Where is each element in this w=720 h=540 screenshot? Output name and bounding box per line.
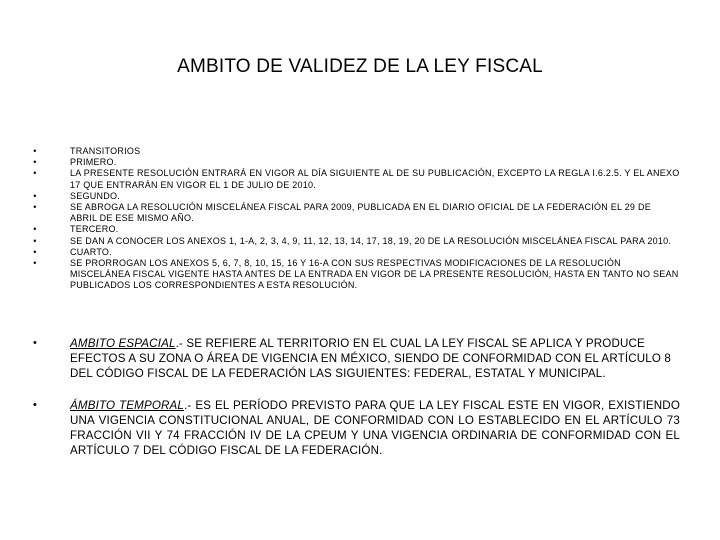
bullet-icon: •	[33, 202, 37, 213]
list-item-text: SE DAN A CONOCER LOS ANEXOS 1, 1-A, 2, 3, 4, 9, 11, 12, 13, 14, 17, 18, 19, 20 DE LA RESOLUCIÓN MISCELÁNEA FISCAL PARA 2010.	[70, 235, 672, 246]
ambitos-list	[30, 336, 680, 458]
list-item	[30, 224, 680, 235]
list-item-text: LA PRESENTE RESOLUCIÓN ENTRARÁ EN VIGOR AL DÍA SIGUIENTE AL DE SU PUBLICACIÓN, EXCEPTO LA REGLA I.6.2.5. Y EL ANEXO 17 QUE ENTRARÁN EN VIGOR EL 1 DE JULIO DE 2010.	[70, 168, 680, 190]
ambito-temporal-text	[70, 399, 680, 457]
list-item	[30, 168, 680, 190]
list-item	[30, 146, 680, 157]
list-item	[30, 202, 680, 224]
ambito-espacial-text	[70, 337, 671, 380]
transitorios-list	[30, 146, 680, 292]
slide-title: AMBITO DE VALIDEZ DE LA LEY FISCAL	[177, 56, 543, 77]
list-item-text: PRIMERO.	[70, 157, 117, 168]
list-item-text: CUARTO.	[70, 246, 112, 257]
bullet-icon: •	[33, 157, 37, 168]
bullet-icon: •	[32, 337, 37, 349]
bullet-icon: •	[33, 235, 37, 246]
list-item-text: SEGUNDO.	[70, 190, 121, 201]
ambito-espacial-definition: .- SE REFIERE AL TERRITORIO EN EL CUAL LA LEY FISCAL SE APLICA Y PRODUCE EFECTOS A SU ZONA O ÁREA DE VIGENCIA EN MÉXICO, SIENDO DE CONFORMIDAD CON EL ARTÍCULO 8 DEL CÓDIGO FISCAL DE LA FEDERACIÓN LAS SIGUIENTES: FEDERAL, ESTATAL Y MUNICIPAL.	[70, 337, 672, 380]
bullet-icon: •	[33, 258, 37, 269]
ambito-temporal-term: ÁMBITO TEMPORAL	[70, 399, 185, 412]
ambito-espacial-term: AMBITO ESPACIAL	[70, 337, 176, 350]
list-item	[30, 236, 680, 247]
list-item-text: SE PRORROGAN LOS ANEXOS 5, 6, 7, 8, 10, 15, 16 Y 16-A CON SUS RESPECTIVAS MODIFICACIONES DE LA RESOLUCIÓN MISCELÁNEA FISCAL VIGENTE HASTA ANTES DE LA ENTRADA EN VIGOR DE LA PRESENTE RESOLUCIÓN, HASTA EN TANTO NO SEAN PUBLICADOS LOS CORRESPONDIENTES A ESTA RESOLUCIÓN.	[70, 258, 679, 291]
bullet-icon: •	[33, 168, 37, 179]
list-item-text: TRANSITORIOS	[70, 146, 141, 156]
bullet-icon: •	[33, 224, 37, 235]
ambito-espacial-item	[30, 336, 680, 381]
bullet-icon: •	[33, 146, 37, 156]
ambito-temporal-item	[30, 398, 680, 458]
bullet-icon: •	[33, 190, 37, 201]
list-item-text: TERCERO.	[70, 224, 119, 235]
list-item-text: SE ABROGA LA RESOLUCIÓN MISCELÁNEA FISCAL PARA 2009, PUBLICADA EN EL DIARIO OFICIAL DE LA FEDERACIÓN EL 29 DE ABRIL DE ESE MISMO AÑO.	[70, 202, 651, 224]
list-item	[30, 191, 680, 202]
list-item	[30, 258, 680, 292]
bullet-icon: •	[33, 246, 37, 257]
list-item	[30, 247, 680, 258]
bullet-icon: •	[32, 399, 37, 411]
ambito-temporal-definition: .- ES EL PERÍODO PREVISTO PARA QUE LA LEY FISCAL ESTE EN VIGOR, EXISTIENDO UNA VIGENCIA CONSTITUCIONAL ANUAL, DE CONFORMIDAD CON LO ESTABLECIDO EN EL ARTÍCULO 73 FRACCIÓN VII Y 74 FRACCIÓN IV DE LA CPEUM Y UNA VIGENCIA ORDINARIA DE CONFORMIDAD CON EL ARTÍCULO 7 DEL CÓDIGO FISCAL DE LA FEDERACIÓN.	[70, 399, 680, 457]
list-item	[30, 157, 680, 168]
